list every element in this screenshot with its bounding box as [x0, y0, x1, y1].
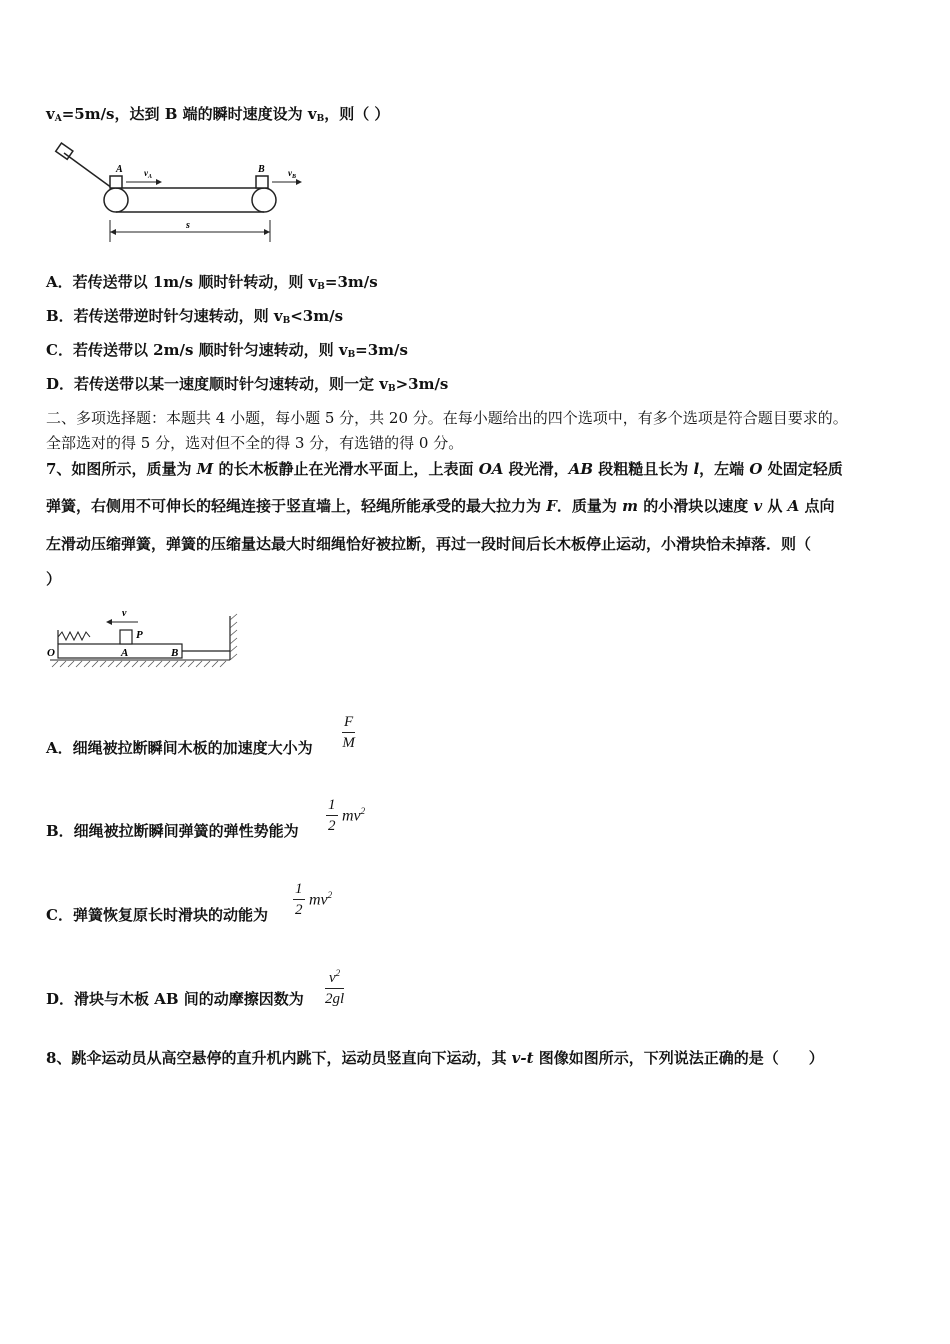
conveyor-belt-figure [44, 138, 314, 248]
long-board [58, 644, 182, 658]
q6-option-a[interactable]: A．若传送带以 1m/s 顺时针转动，则 $v_B=3m/s$ [46, 273, 378, 292]
q7-stem-line4: ） [46, 570, 62, 588]
label-vB: $v_B$ [288, 168, 297, 180]
q6-stem: $v_A=5m/s$，达到 B 端的瞬时速度设为 $v_B$，则（ ） [46, 105, 390, 124]
label-vA-sub: A [148, 174, 153, 180]
mv-squared-c: $mv^2$ [309, 890, 333, 909]
right-pulley [252, 188, 276, 212]
label-B: B [258, 164, 265, 175]
q7-option-b[interactable]: B．细绳被拉断瞬间弹簧的弹性势能为 [46, 822, 299, 840]
left-pulley [104, 188, 128, 212]
label-vA: $v_A$ [144, 168, 153, 180]
label-B: B [171, 647, 179, 659]
mv-squared-b: $mv^2$ [342, 806, 366, 825]
q6-option-c[interactable]: C．若传送带以 2m/s 顺时针匀速转动，则 $v_B=3m/s$ [46, 341, 408, 360]
label-s: s [186, 220, 190, 231]
q7-option-d[interactable]: D．滑块与木板 AB 间的动摩擦因数为 [46, 990, 304, 1008]
fraction-f-over-m: $\frac{F}{M}$ [342, 714, 355, 751]
block-A [110, 176, 122, 188]
label-A: A [121, 647, 129, 659]
q7-stem-line1: 7、如图所示，质量为 M 的长木板静止在光滑水平面上，上表面 OA 段光滑，AB 段粗糙且长为 l，左端 O 处固定轻质 [46, 460, 843, 478]
q8-stem: 8、跳伞运动员从高空悬停的直升机内跳下，运动员竖直向下运动，其 v-t 图像如图所示，下列说法正确的是（ ） [46, 1049, 824, 1067]
wall-hatch [230, 614, 237, 660]
label-vB-sub: B [292, 174, 297, 180]
label-P: P [136, 629, 143, 641]
q7-option-a[interactable]: A．细绳被拉断瞬间木板的加速度大小为 [46, 739, 313, 757]
board-spring-figure [44, 604, 244, 672]
section2-line2: 全部选对的得 5 分，选对但不全的得 3 分，有选错的得 0 分。 [46, 434, 464, 452]
fraction-v2-over-2gl: $\frac{v^2}{2gl}$ [325, 963, 344, 1009]
label-v: v [122, 608, 127, 619]
q7-option-c[interactable]: C．弹簧恢复原长时滑块的动能为 [46, 906, 268, 924]
label-O: O [47, 647, 55, 659]
ground-hatch [52, 661, 226, 667]
label-A: A [116, 164, 123, 175]
block-B [256, 176, 268, 188]
q6-option-b[interactable]: B．若传送带逆时针匀速转动，则 $v_B<3m/s$ [46, 307, 344, 326]
spring [58, 632, 90, 640]
q6-option-d[interactable]: D．若传送带以某一速度顺时针匀速转动，则一定 $v_B>3m/s$ [46, 375, 449, 394]
q7-stem-line2: 弹簧，右侧用不可伸长的轻绳连接于竖直墙上，轻绳所能承受的最大拉力为 F．质量为 m 的小滑块以速度 v 从 A 点向 [46, 497, 835, 515]
section2-line1: 二、多项选择题：本题共 4 小题，每小题 5 分，共 20 分。在每小题给出的四个选项中，有多个选项是符合题目要求的。 [46, 409, 848, 427]
slider-block [120, 630, 132, 644]
fraction-one-half-b: $\frac{1}{2}$ [328, 797, 336, 834]
fraction-one-half-c: $\frac{1}{2}$ [295, 881, 303, 918]
q7-stem-line3: 左滑动压缩弹簧，弹簧的压缩量达最大时细绳恰好被拉断，再过一段时间后长木板停止运动，小滑块恰未掉落．则（ [46, 535, 812, 553]
